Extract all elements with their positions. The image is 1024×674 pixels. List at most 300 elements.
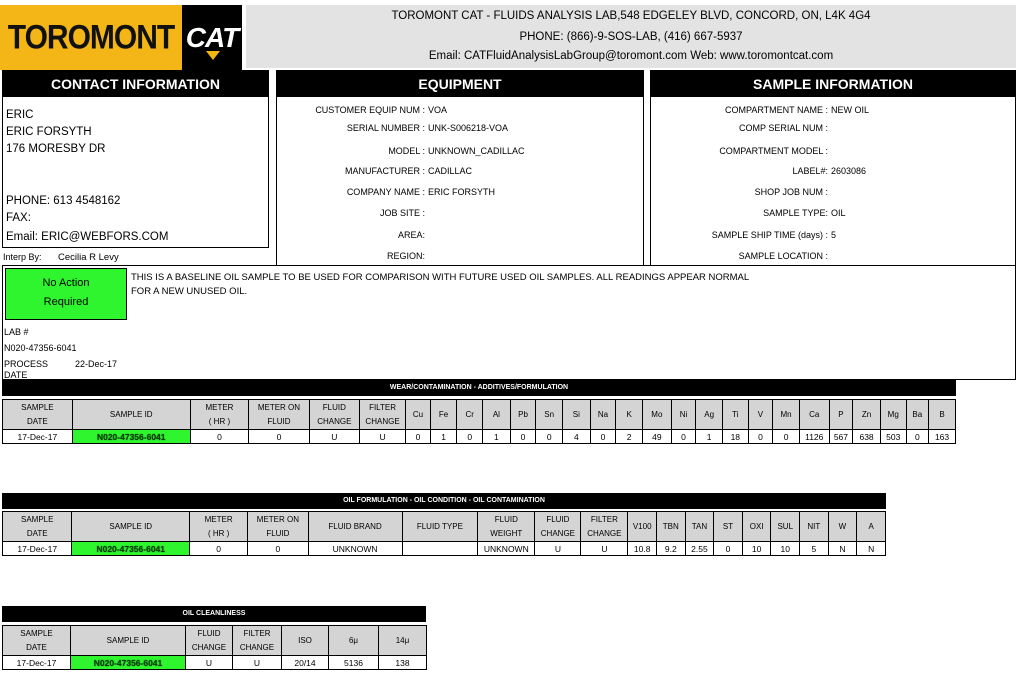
sample-field-label: SAMPLE TYPE: <box>763 208 828 218</box>
column-header-text: FLUID <box>494 514 518 524</box>
table-cell <box>828 542 857 556</box>
column-header <box>742 512 771 542</box>
table-cell-text: 5136 <box>344 657 363 668</box>
column-header <box>628 512 657 542</box>
table-cell <box>406 430 431 444</box>
column-header <box>828 512 857 542</box>
column-header <box>685 512 714 542</box>
table-row <box>3 542 886 556</box>
table-cell <box>190 430 248 444</box>
comment-line-2: FOR A NEW UNUSED OIL. <box>131 286 248 297</box>
column-header <box>581 512 628 542</box>
column-header <box>3 400 73 430</box>
equipment-field-label: AREA: <box>397 230 425 240</box>
column-header <box>406 400 431 430</box>
column-header-text: NIT <box>807 521 821 531</box>
table-cell <box>748 430 773 444</box>
table-cell <box>581 542 628 556</box>
contact-fax: FAX: <box>6 212 31 224</box>
table-cell-text: 18 <box>730 431 741 442</box>
column-header-text: SAMPLE ID <box>109 409 153 419</box>
column-header-text: FLUID <box>267 416 291 426</box>
toromont-logo <box>0 5 182 70</box>
column-header <box>800 512 829 542</box>
table-cell <box>186 656 233 670</box>
table-cell <box>685 542 714 556</box>
column-header-text: METER ON <box>256 514 300 524</box>
column-header-text: FLUID <box>197 628 221 638</box>
table-cell <box>248 542 308 556</box>
column-header <box>929 400 956 430</box>
column-header-text: Si <box>572 409 580 419</box>
sample-id-cell <box>72 430 190 444</box>
sample-field-value: NEW OIL <box>831 105 870 115</box>
cat-logo-text: CAT <box>185 21 239 53</box>
table-cell <box>590 430 616 444</box>
interp-label: Interp By: <box>3 252 42 262</box>
table-cell-text: N <box>868 543 875 554</box>
column-header <box>906 400 929 430</box>
table-cell-text: 17-Dec-17 <box>16 657 57 668</box>
status-line-2: Required <box>43 296 89 308</box>
column-header <box>616 400 643 430</box>
sample-field-value: 5 <box>831 230 837 240</box>
column-header-text: Sn <box>544 409 555 419</box>
column-header-text: Pb <box>518 409 528 419</box>
column-header-text: 6μ <box>348 635 359 645</box>
table-cell <box>880 430 906 444</box>
table-cell-text: 1126 <box>805 431 824 442</box>
table-cell-text: 0 <box>681 431 686 442</box>
column-header-text: Zn <box>861 409 872 419</box>
column-header-text: ISO <box>298 635 312 645</box>
column-header <box>329 626 379 656</box>
column-header <box>190 512 248 542</box>
equipment-field-label: CUSTOMER EQUIP NUM : <box>315 105 425 115</box>
column-header-text: Cu <box>412 409 424 419</box>
equipment-field-value <box>425 230 428 240</box>
sample-field-label: LABEL#: <box>792 166 828 176</box>
cat-triangle-icon <box>206 51 220 60</box>
column-header <box>696 400 723 430</box>
table-cell-text: 0 <box>914 431 920 442</box>
equipment-field-label: REGION: <box>386 251 425 261</box>
column-header <box>233 626 282 656</box>
column-header-text: METER <box>204 514 233 524</box>
table-cell-text: UNKNOWN <box>332 543 378 554</box>
table-cell-text: N020-47356-6041 <box>96 543 165 554</box>
column-header <box>857 512 886 542</box>
table-cell <box>800 542 829 556</box>
table-cell <box>478 542 535 556</box>
table-cell <box>657 542 686 556</box>
equipment-field-value <box>425 208 428 218</box>
table-cell <box>249 430 310 444</box>
table-cell <box>929 430 956 444</box>
contact-email: Email: ERIC@WEBFORS.COM <box>6 231 169 243</box>
column-header-text: FILTER <box>590 514 618 524</box>
column-header <box>714 512 743 542</box>
table-cell-text: 49 <box>652 431 662 442</box>
sample-title: SAMPLE INFORMATION <box>651 71 1015 97</box>
column-header-text: Mg <box>887 409 899 419</box>
table-cell-text: 0 <box>275 543 281 554</box>
column-header-text: ST <box>722 521 734 531</box>
column-header-text: METER ON <box>257 402 301 412</box>
table-row <box>3 430 956 444</box>
column-header <box>773 400 800 430</box>
column-header-text: Ba <box>912 409 923 419</box>
column-header-text: DATE <box>26 642 47 652</box>
column-header <box>309 400 359 430</box>
column-header-text: METER <box>205 402 234 412</box>
contact-name-short: ERIC <box>6 109 34 121</box>
column-header-text: CHANGE <box>540 528 576 538</box>
table-cell-text: U <box>379 431 386 442</box>
column-header <box>771 512 800 542</box>
table-cell <box>643 430 672 444</box>
equipment-field-value <box>425 251 428 261</box>
column-header-text: Ca <box>809 409 820 419</box>
table-cell-text: 4 <box>573 431 579 442</box>
column-header-text: Cr <box>465 409 474 419</box>
table-cell <box>563 430 591 444</box>
table-cell-text: 138 <box>395 657 410 668</box>
table-cell <box>799 430 829 444</box>
table-cell-text: 0 <box>546 431 552 442</box>
column-header <box>880 400 906 430</box>
column-header <box>359 400 405 430</box>
column-header <box>590 400 616 430</box>
table-cell <box>771 542 800 556</box>
column-header-text: Ag <box>704 409 715 419</box>
table-cell-text: 503 <box>886 431 901 442</box>
cleanliness-table-title: OIL CLEANLINESS <box>2 606 426 622</box>
column-header-text: FLUID BRAND <box>328 521 382 531</box>
contact-address: 176 MORESBY DR <box>6 143 106 155</box>
column-header <box>190 400 248 430</box>
column-header-text: Fe <box>438 409 449 419</box>
column-header-text: CHANGE <box>317 416 352 426</box>
column-header <box>829 400 853 430</box>
table-cell <box>742 542 771 556</box>
column-header-text: SUL <box>777 521 794 531</box>
sample-field-row <box>651 208 846 218</box>
table-cell-text: N <box>839 543 846 554</box>
column-header-text: FLUID <box>546 514 570 524</box>
table-cell-text: U <box>554 543 561 554</box>
column-header-text: CHANGE <box>191 642 227 652</box>
equipment-field-value: UNKNOWN_CADILLAC <box>428 146 525 156</box>
table-cell-text: 0 <box>725 543 731 554</box>
sample-field-row <box>651 230 836 240</box>
table-cell <box>714 542 743 556</box>
table-cell <box>857 542 886 556</box>
column-header-text: Ti <box>732 409 739 419</box>
table-cell <box>535 542 581 556</box>
sample-id-cell <box>71 656 186 670</box>
status-line-1: No Action <box>42 277 90 289</box>
column-header <box>535 512 581 542</box>
column-header-text: SAMPLE <box>20 628 53 638</box>
column-header-text: SAMPLE ID <box>109 521 153 531</box>
column-header <box>71 626 186 656</box>
table-cell <box>402 542 478 556</box>
column-header-text: B <box>939 409 945 419</box>
table-cell <box>671 430 696 444</box>
table-cell <box>483 430 511 444</box>
lab-number: N020-47356-6041 <box>4 343 77 353</box>
table-cell <box>696 430 723 444</box>
table-cell-text: 10.8 <box>633 543 651 554</box>
sample-field-label: SAMPLE SHIP TIME (days) : <box>711 230 828 240</box>
column-header <box>643 400 672 430</box>
column-header-text: FLUID <box>266 528 290 538</box>
column-header <box>282 626 329 656</box>
table-cell <box>829 430 853 444</box>
table-cell <box>722 430 748 444</box>
table-cell-text: N020-47356-6041 <box>93 657 163 668</box>
sample-field-row <box>651 166 866 176</box>
column-header-text: Al <box>492 409 500 419</box>
lab-address: TOROMONT CAT - FLUIDS ANALYSIS LAB,548 EDGELEY BLVD, CONCORD, ON, L4K 4G4 <box>391 10 871 22</box>
table-cell-text: 9.2 <box>664 543 677 554</box>
table-cell-text: 567 <box>833 431 849 442</box>
column-header-text: CHANGE <box>239 642 275 652</box>
column-header <box>748 400 773 430</box>
table-cell-text: 0 <box>276 431 282 442</box>
table-cell <box>430 430 457 444</box>
column-header <box>510 400 536 430</box>
interpretation-comment <box>131 271 831 299</box>
table-cell <box>906 430 929 444</box>
lab-email-web: Email: CATFluidAnalysisLabGroup@toromont.com Web: www.toromontcat.com <box>428 50 834 62</box>
equipment-field-row <box>277 230 428 240</box>
column-header-text: Mn <box>780 409 792 419</box>
table-cell <box>3 542 72 556</box>
equipment-field-label: JOB SITE : <box>379 208 425 218</box>
table-cell <box>3 430 73 444</box>
column-header <box>563 400 591 430</box>
table-cell-text: 0 <box>783 431 789 442</box>
sample-field-row <box>651 146 831 156</box>
lab-phone: PHONE: (866)-9-SOS-LAB, (416) 667-5937 <box>519 31 743 43</box>
equipment-field-value: CADILLAC <box>428 166 473 176</box>
table-cell <box>233 656 282 670</box>
column-header-text: FLUID <box>322 402 346 412</box>
table-cell <box>309 430 359 444</box>
equipment-field-row <box>277 166 472 176</box>
table-cell <box>329 656 379 670</box>
column-header-text: FILTER <box>243 628 271 638</box>
contact-panel <box>2 70 269 248</box>
toromont-logo-text: TOROMONT <box>7 17 175 56</box>
table-cell-text: UNKNOWN <box>483 543 529 554</box>
table-cell-text: 2.55 <box>691 543 708 554</box>
table-cell-text: 17-Dec-17 <box>17 543 58 554</box>
column-header <box>430 400 457 430</box>
equipment-panel <box>276 70 644 266</box>
table-cell-text: 17-Dec-17 <box>17 431 58 442</box>
column-header-text: V <box>757 409 764 419</box>
column-header <box>308 512 402 542</box>
table-header-row <box>3 626 427 656</box>
table-cell-text: N020-47356-6041 <box>96 431 166 442</box>
sample-field-label: SAMPLE LOCATION : <box>738 251 828 261</box>
sample-id-cell <box>72 542 190 556</box>
table-cell-text: 0 <box>216 543 221 554</box>
table-cell <box>190 542 248 556</box>
sample-field-row <box>651 105 869 115</box>
table-cell <box>536 430 563 444</box>
equipment-field-row <box>277 123 508 133</box>
column-header <box>483 400 511 430</box>
formulation-table-title: OIL FORMULATION - OIL CONDITION - OIL CONTAMINATION <box>2 493 886 509</box>
table-cell-text: U <box>205 657 213 668</box>
comment-line-1: THIS IS A BASELINE OIL SAMPLE TO BE USED FOR COMPARISON WITH FUTURE USED OIL SAMPLES. ALL READINGS APPEAR NORMAL <box>131 272 750 283</box>
column-header-text: P <box>838 409 844 419</box>
contact-phone: PHONE: 613 4548162 <box>6 195 121 207</box>
table-cell-text: 163 <box>934 431 950 442</box>
column-header <box>402 512 478 542</box>
column-header-text: DATE <box>26 528 48 538</box>
sample-field-label: COMP SERIAL NUM : <box>738 123 828 133</box>
sample-field-value: 2603086 <box>831 166 867 176</box>
table-cell-text: 638 <box>859 431 874 442</box>
sample-field-row <box>651 251 831 261</box>
equipment-field-label: MODEL : <box>388 146 425 156</box>
column-header-text: FILTER <box>369 402 397 412</box>
table-cell <box>510 430 536 444</box>
table-cell-text: 1 <box>706 431 712 442</box>
column-header <box>186 626 233 656</box>
column-header <box>3 512 72 542</box>
table-cell <box>379 656 427 670</box>
table-cell <box>457 430 483 444</box>
table-cell-text: 2 <box>626 431 632 442</box>
column-header <box>536 400 563 430</box>
column-header-text: K <box>626 409 632 419</box>
sample-panel <box>650 70 1016 266</box>
column-header <box>3 626 71 656</box>
sample-field-value <box>828 123 831 133</box>
equipment-field-value: UNK-S006218-VOA <box>428 123 509 133</box>
sample-field-row <box>651 123 831 133</box>
contact-title: CONTACT INFORMATION <box>3 71 268 97</box>
table-cell <box>853 430 881 444</box>
column-header-text: SAMPLE <box>21 402 54 412</box>
column-header-text: Mo <box>651 409 663 419</box>
table-row <box>3 656 427 670</box>
column-header <box>722 400 748 430</box>
table-cell-text: 0 <box>217 431 222 442</box>
table-header-row <box>3 512 886 542</box>
sample-field-label: COMPARTMENT MODEL : <box>719 146 828 156</box>
table-cell-text: U <box>601 543 608 554</box>
sample-field-value <box>828 187 831 197</box>
table-cell-text: 0 <box>600 431 606 442</box>
table-cell-text: U <box>331 431 338 442</box>
table-cell-text: 1 <box>494 431 499 442</box>
column-header-text: WEIGHT <box>490 528 523 538</box>
table-cell <box>359 430 405 444</box>
column-header-text: W <box>838 521 847 531</box>
column-header-text: FLUID TYPE <box>416 521 463 531</box>
table-cell-text: 20/14 <box>294 657 316 668</box>
table-cell <box>628 542 657 556</box>
column-header-text: ( HR ) <box>207 528 230 538</box>
equipment-field-row <box>277 187 495 197</box>
column-header-text: OXI <box>749 521 764 531</box>
column-header <box>457 400 483 430</box>
equipment-field-row <box>277 251 428 261</box>
equipment-title: EQUIPMENT <box>277 71 643 97</box>
table-cell <box>773 430 800 444</box>
column-header-text: SAMPLE ID <box>106 635 150 645</box>
equipment-field-row <box>277 105 447 115</box>
table-cell <box>308 542 402 556</box>
table-cell-text: 0 <box>520 431 526 442</box>
contact-name-full: ERIC FORSYTH <box>6 126 92 138</box>
sample-field-value <box>828 251 831 261</box>
column-header <box>72 400 190 430</box>
process-date-label-1: PROCESS <box>4 359 49 369</box>
equipment-field-label: COMPANY NAME : <box>346 187 425 197</box>
column-header-text: CHANGE <box>365 416 400 426</box>
status-badge <box>5 268 127 320</box>
table-cell <box>616 430 643 444</box>
lab-number-label: LAB # <box>4 327 29 337</box>
column-header <box>671 400 696 430</box>
column-header <box>478 512 535 542</box>
column-header-text: Na <box>597 409 609 419</box>
table-cell-text: 10 <box>780 543 790 554</box>
wear-contamination-table <box>2 399 956 444</box>
equipment-field-value: ERIC FORSYTH <box>428 187 496 197</box>
column-header <box>248 512 308 542</box>
cat-logo <box>182 5 242 70</box>
column-header <box>72 512 190 542</box>
equipment-field-label: SERIAL NUMBER : <box>346 123 425 133</box>
equipment-field-label: MANUFACTURER : <box>344 166 425 176</box>
column-header-text: TAN <box>691 521 708 531</box>
interp-name: Cecilia R Levy <box>58 252 119 263</box>
process-date-label-2: DATE <box>4 370 28 380</box>
oil-formulation-table <box>2 511 886 556</box>
column-header-text: A <box>868 521 874 531</box>
sample-field-label: COMPARTMENT NAME : <box>724 105 828 115</box>
equipment-field-row <box>277 146 525 156</box>
column-header <box>853 400 881 430</box>
table-header-row <box>3 400 956 430</box>
column-header-text: ( HR ) <box>208 416 231 426</box>
column-header-text: TBN <box>662 521 679 531</box>
column-header-text: V100 <box>632 521 652 531</box>
table-cell <box>3 656 71 670</box>
column-header-text: 14μ <box>395 635 410 645</box>
table-cell-text: 0 <box>415 431 421 442</box>
table-cell-text: 10 <box>751 543 762 554</box>
sample-field-label: SHOP JOB NUM : <box>754 187 828 197</box>
column-header <box>249 400 310 430</box>
column-header-text: DATE <box>27 416 48 426</box>
column-header <box>657 512 686 542</box>
table-cell-text: U <box>253 657 261 668</box>
table-cell-text: 5 <box>811 543 817 554</box>
process-date: 22-Dec-17 <box>75 359 118 369</box>
column-header-text: SAMPLE <box>21 514 54 524</box>
sample-field-value <box>828 146 831 156</box>
